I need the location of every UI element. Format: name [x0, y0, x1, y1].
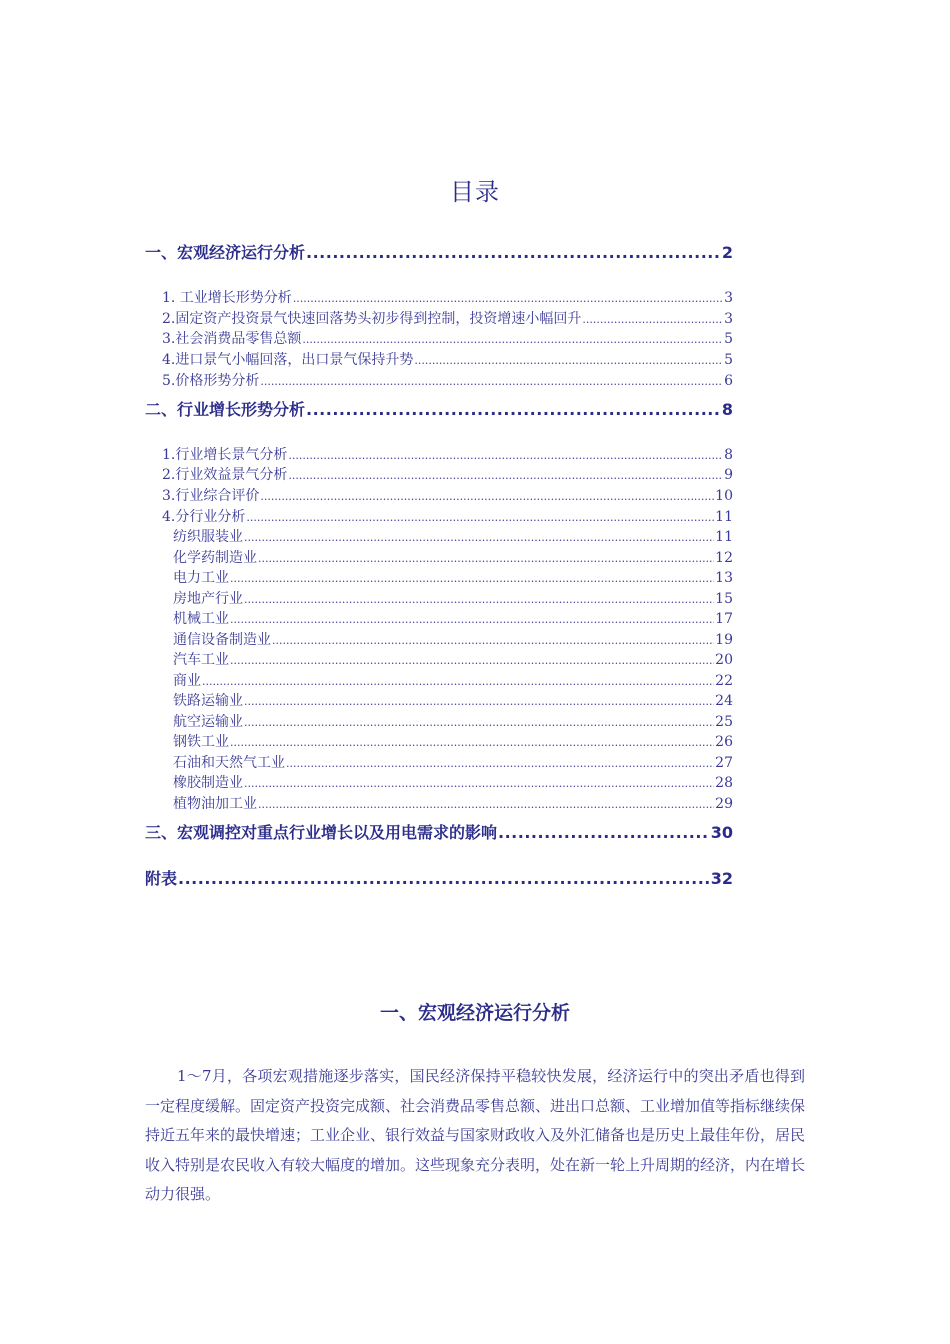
toc-entry-label: 钢铁工业 — [173, 734, 229, 750]
toc-entry-page: 9 — [724, 467, 733, 483]
toc-entry-page: 32 — [710, 869, 733, 888]
toc-entry[interactable] — [145, 370, 733, 390]
toc-leader-dots — [260, 375, 723, 388]
toc-leader-dots — [272, 634, 714, 647]
toc-entry-page: 11 — [715, 529, 733, 545]
toc-entry-page: 26 — [715, 734, 733, 750]
toc-leader-dots — [414, 354, 723, 367]
toc-leader-dots — [258, 798, 714, 811]
toc-leader-dots — [498, 823, 710, 842]
toc-entry[interactable] — [145, 793, 733, 813]
toc-entry[interactable] — [145, 308, 733, 328]
toc-entry[interactable] — [145, 349, 733, 369]
toc-leader-dots — [244, 593, 714, 606]
toc-entry-page: 29 — [715, 796, 733, 812]
toc-leader-dots — [306, 400, 721, 419]
toc-leader-dots — [178, 869, 710, 888]
toc-entry-page: 5 — [724, 352, 733, 368]
toc-entry-page: 30 — [710, 823, 733, 842]
toc-leader-dots — [286, 757, 714, 770]
toc-entry-label: 石油和天然气工业 — [173, 755, 285, 771]
toc-entry-label: 植物油加工业 — [173, 796, 257, 812]
toc-entry-label: 通信设备制造业 — [173, 632, 271, 648]
toc-entry-label: 1. 工业增长形势分析 — [162, 290, 292, 306]
toc-leader-dots — [244, 695, 714, 708]
toc-leader-dots — [260, 490, 714, 503]
toc-entry[interactable] — [145, 866, 733, 889]
toc-entry[interactable] — [145, 649, 733, 669]
toc-entry-page: 8 — [721, 400, 733, 419]
toc-entry-label: 2.行业效益景气分析 — [162, 467, 288, 483]
toc-leader-dots — [230, 736, 714, 749]
toc-entry-page: 28 — [715, 775, 733, 791]
toc-entry-label: 3.社会消费品零售总额 — [162, 331, 302, 347]
toc-entry[interactable] — [145, 752, 733, 772]
toc-entry-label: 1.行业增长景气分析 — [162, 447, 288, 463]
toc-entry-label: 3.行业综合评价 — [162, 488, 260, 504]
toc-leader-dots — [244, 716, 714, 729]
toc-leader-dots — [230, 572, 714, 585]
toc-entry-label: 4.分行业分析 — [162, 509, 246, 525]
toc-entry-label: 一、宏观经济运行分析 — [145, 243, 306, 262]
toc-entry-label: 商业 — [173, 673, 201, 689]
toc-entry[interactable] — [145, 820, 733, 843]
toc-entry[interactable] — [145, 629, 733, 649]
toc-entry-label: 纺织服装业 — [173, 529, 243, 545]
toc-leader-dots — [306, 243, 721, 262]
toc-entry-page: 13 — [715, 570, 733, 586]
toc-entry[interactable] — [145, 711, 733, 731]
toc-leader-dots — [302, 333, 723, 346]
toc-leader-dots — [230, 613, 714, 626]
toc-entry-page: 3 — [724, 311, 733, 327]
toc-entry-label: 汽车工业 — [173, 652, 229, 668]
toc-entry[interactable] — [145, 464, 733, 484]
toc-entry-label: 电力工业 — [173, 570, 229, 586]
toc-entry-page: 3 — [724, 290, 733, 306]
toc-leader-dots — [230, 654, 714, 667]
toc-entry[interactable] — [145, 567, 733, 587]
toc-entry-page: 5 — [724, 331, 733, 347]
toc-leader-dots — [246, 511, 714, 524]
toc-entry-label: 4.进口景气小幅回落，出口景气保持升势 — [162, 352, 414, 368]
toc-leader-dots — [288, 449, 723, 462]
toc-entry[interactable] — [145, 328, 733, 348]
toc-leader-dots — [258, 552, 714, 565]
toc-leader-dots — [288, 469, 723, 482]
toc-entry[interactable] — [145, 690, 733, 710]
toc-entry-page: 17 — [715, 611, 733, 627]
toc-entry-page: 6 — [724, 373, 733, 389]
toc-entry[interactable] — [145, 287, 733, 307]
toc-entry[interactable] — [145, 588, 733, 608]
toc-entry-label: 三、宏观调控对重点行业增长以及用电需求的影响 — [145, 823, 498, 842]
toc-entry-page: 12 — [715, 550, 733, 566]
toc-entry[interactable] — [145, 444, 733, 464]
toc-leader-dots — [244, 777, 714, 790]
toc-entry[interactable] — [145, 240, 733, 263]
toc-entry[interactable] — [145, 608, 733, 628]
toc-entry-page: 22 — [715, 673, 733, 689]
toc-leader-dots — [293, 292, 723, 305]
toc-entry-page: 19 — [715, 632, 733, 648]
toc-title: 目录 — [450, 178, 500, 206]
body-paragraph: 1～7月，各项宏观措施逐步落实，国民经济保持平稳较快发展，经济运行中的突出矛盾也得到一定程度缓解。固定资产投资完成额、社会消费品零售总额、进出口总额、工业增加值等指标继续保持近五年来的最快增速；工业企业、银行效益与国家财政收入及外汇储备也是历史上最佳年份，居民收入特别是农民收入有较大幅度的增加。这些现象充分表明，处在新一轮上升周期的经济，内在增长动力很强。 — [145, 1067, 806, 1203]
toc-entry-label: 机械工业 — [173, 611, 229, 627]
toc-entry-page: 25 — [715, 714, 733, 730]
toc-entry-page: 24 — [715, 693, 733, 709]
toc-entry-page: 10 — [715, 488, 733, 504]
toc-entry[interactable] — [145, 506, 733, 526]
toc-entry-label: 二、行业增长形势分析 — [145, 400, 306, 419]
toc-entry[interactable] — [145, 772, 733, 792]
toc-entry-page: 11 — [715, 509, 733, 525]
toc-entry-page: 8 — [724, 447, 733, 463]
toc-leader-dots — [244, 531, 714, 544]
toc-entry-page: 20 — [715, 652, 733, 668]
toc-entry[interactable] — [145, 547, 733, 567]
toc-entry-label: 铁路运输业 — [173, 693, 243, 709]
toc-entry-page: 15 — [715, 591, 733, 607]
section-heading: 一、宏观经济运行分析 — [379, 1002, 570, 1024]
toc-leader-dots — [582, 313, 723, 326]
toc-entry[interactable] — [145, 485, 733, 505]
toc-entry-page: 27 — [715, 755, 733, 771]
toc-entry[interactable] — [145, 670, 733, 690]
toc-entry-label: 房地产行业 — [173, 591, 243, 607]
toc-entry-label: 橡胶制造业 — [173, 775, 243, 791]
toc-entry-page: 2 — [721, 243, 733, 262]
toc-entry-label: 5.价格形势分析 — [162, 373, 260, 389]
toc-entry[interactable] — [145, 397, 733, 420]
toc-entry[interactable] — [145, 731, 733, 751]
toc-entry-label: 航空运输业 — [173, 714, 243, 730]
toc-entry[interactable] — [145, 526, 733, 546]
toc-leader-dots — [202, 675, 714, 688]
toc-entry-label: 2.固定资产投资景气快速回落势头初步得到控制，投资增速小幅回升 — [162, 311, 582, 327]
toc-entry-label: 附表 — [145, 869, 178, 888]
toc-entry-label: 化学药制造业 — [173, 550, 257, 566]
